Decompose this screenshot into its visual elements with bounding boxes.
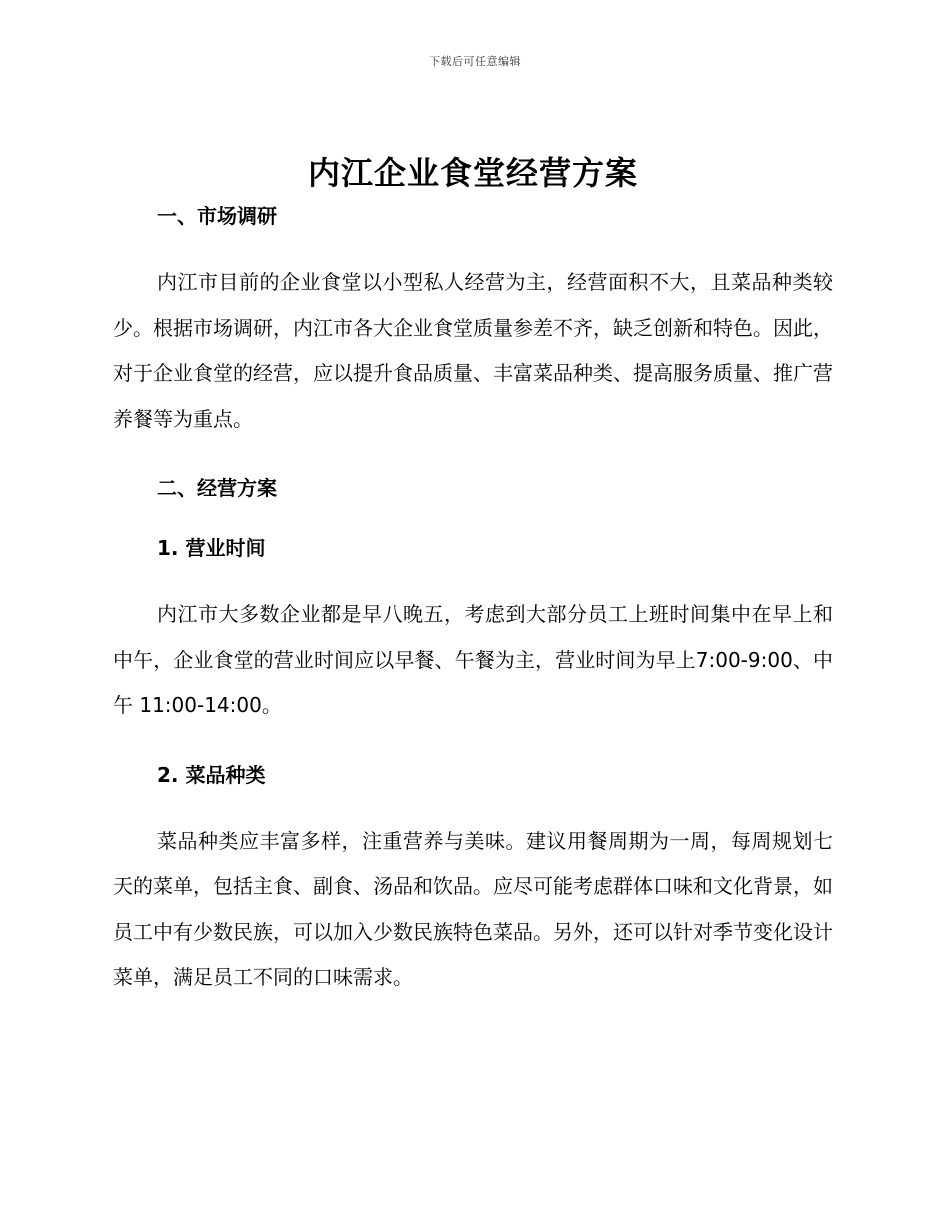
section-heading-operation-plan: 二、经营方案 (157, 476, 277, 500)
paragraph-dish-variety: 菜品种类应丰富多样，注重营养与美味。建议用餐周期为一周，每周规划七天的菜单，包括主食、副食、汤品和饮品。应尽可能考虑群体口味和文化背景，如员工中有少数民族，可以加入少数民族特色菜品。另外，还可以针对季节变化设计菜单，满足员工不同的口味需求。 (113, 828, 833, 989)
page-header-note: 下载后可任意编辑 (429, 55, 521, 68)
section-heading-market-research: 一、市场调研 (157, 204, 277, 228)
paragraph-market-research: 内江市目前的企业食堂以小型私人经营为主，经营面积不大，且菜品种类较少。根据市场调研，内江市各大企业食堂质量参差不齐，缺乏创新和特色。因此，对于企业食堂的经营，应以提升食品质量、丰富菜品种类、提高服务质量、推广营养餐等为重点。 (113, 270, 833, 431)
section-heading-business-hours: 1. 营业时间 (157, 536, 266, 560)
paragraph-business-hours: 内江市大多数企业都是早八晚五，考虑到大部分员工上班时间集中在早上和中午，企业食堂的营业时间应以早餐、午餐为主，营业时间为早上7:00-9:00、中午 11:00-14:00。 (113, 602, 833, 717)
section-heading-dish-variety: 2. 菜品种类 (157, 762, 266, 787)
document-body (113, 150, 833, 1001)
document-title: 内江企业食堂经营方案 (307, 154, 638, 192)
